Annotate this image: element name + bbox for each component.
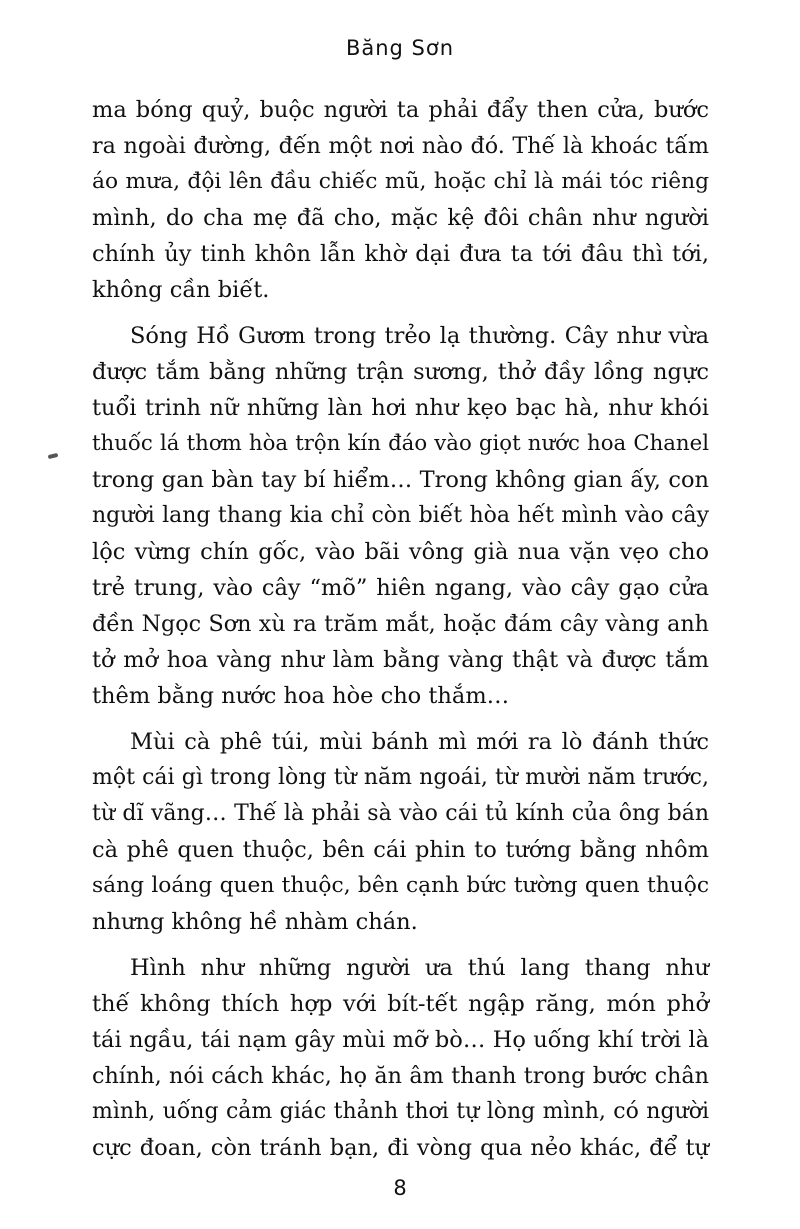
text-line: chính, nói cách khác, họ ăn âm thanh trong bước chân <box>92 1063 709 1089</box>
text-line: đền Ngọc Sơn xù ra trăm mắt, hoặc đám cây vàng anh <box>92 611 709 637</box>
text-line: mình, uống cảm giác thảnh thơi tự lòng mình, có người <box>92 1099 709 1124</box>
text-line: áo mưa, đội lên đầu chiếc mũ, hoặc chỉ là mái tóc riêng <box>92 169 709 194</box>
paragraph-3 <box>92 724 709 940</box>
text-line: trẻ trung, vào cây “mõ” hiên ngang, vào cây gạo cửa <box>92 575 709 601</box>
text-line: tuổi trinh nữ những làn hơi như kẹo bạc hà, như khói <box>92 395 709 421</box>
text-line: Sóng Hồ Gươm trong trẻo lạ thường. Cây như vừa <box>130 323 709 349</box>
text-line: lộc vừng chín gốc, vào bãi vông già nua vặn vẹo cho <box>92 539 709 565</box>
text-line: ra ngoài đường, đến một nơi nào đó. Thế là khoác tấm <box>92 133 709 159</box>
text-line: từ dĩ vãng… Thế là phải sà vào cái tủ kính của ông bán <box>92 801 709 826</box>
text-line: được tắm bằng những trận sương, thở đầy lồng ngực <box>92 359 709 385</box>
page-number: 8 <box>393 1176 407 1200</box>
running-header: Băng Sơn <box>345 36 455 60</box>
text-line: cà phê quen thuộc, bên cái phin to tướng bằng nhôm <box>92 837 709 863</box>
text-line: người lang thang kia chỉ còn biết hòa hết mình vào cây <box>92 503 709 528</box>
text-line: cực đoan, còn tránh bạn, đi vòng qua nẻo khác, để tự <box>92 1135 709 1161</box>
text-line: Mùi cà phê túi, mùi bánh mì mới ra lò đánh thức <box>130 729 709 755</box>
paragraph-1 <box>92 92 709 308</box>
body-text <box>92 92 709 1176</box>
text-line: Hình như những người ưa thú lang thang như <box>130 955 709 981</box>
text-line: không cần biết. <box>92 277 270 303</box>
text-line: tở mở hoa vàng như làm bằng vàng thật và được tắm <box>92 647 709 673</box>
text-line: một cái gì trong lòng từ năm ngoái, từ mười năm trước, <box>92 765 709 790</box>
text-line: thuốc lá thơm hòa trộn kín đáo vào giọt nước hoa Chanel <box>92 431 709 456</box>
text-line: chính ủy tinh khôn lẫn khờ dại đưa ta tới đâu thì tới, <box>92 241 709 267</box>
text-line: mình, do cha mẹ đã cho, mặc kệ đôi chân như người <box>92 205 709 231</box>
text-line: tái ngầu, tái nạm gây mùi mỡ bò… Họ uống khí trời là <box>92 1027 709 1053</box>
margin-mark <box>48 453 59 459</box>
text-line: thêm bằng nước hoa hòe cho thắm… <box>92 683 510 709</box>
text-line: ma bóng quỷ, buộc người ta phải đẩy then cửa, bước <box>92 97 709 123</box>
paragraph-2 <box>92 318 709 714</box>
text-line: trong gan bàn tay bí hiểm… Trong không gian ấy, con <box>92 467 709 493</box>
paragraph-4 <box>92 950 709 1166</box>
text-line: thế không thích hợp với bít-tết ngập răng, món phở <box>92 991 709 1017</box>
text-line: nhưng không hề nhàm chán. <box>92 909 418 935</box>
text-line: sáng loáng quen thuộc, bên cạnh bức tường quen thuộc <box>92 873 709 898</box>
